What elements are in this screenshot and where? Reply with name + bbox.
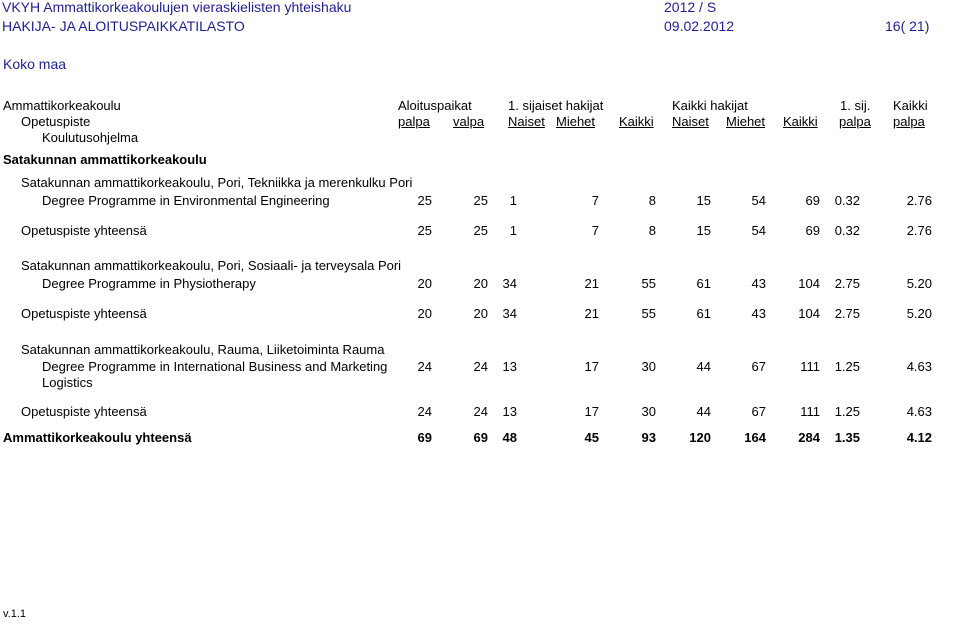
cell-sij-palpa: 2.75: [834, 276, 860, 291]
version-label: v.1.1: [3, 608, 27, 620]
cell-palpa: 20: [417, 306, 432, 321]
cell-kaikki-all: 104: [798, 306, 820, 321]
cell-valpa: 25: [473, 193, 488, 208]
col-kaikki: Kaikki: [893, 98, 928, 113]
cell-kaikki-palpa: 4.63: [906, 359, 932, 374]
unit-name: Satakunnan ammattikorkeakoulu, Pori, Sosiaali- ja terveysala Pori: [21, 258, 402, 273]
cell-kaikki: 8: [648, 193, 656, 208]
cell-naiset: 13: [502, 404, 517, 419]
col-miehet-1: Miehet: [556, 114, 596, 129]
cell-palpa: 20: [417, 276, 432, 291]
cell-miehet-all: 54: [751, 223, 766, 238]
col-kaikki-palpa: palpa: [893, 114, 925, 129]
col-kaikki-2: Kaikki: [783, 114, 818, 129]
cell-miehet-all: 67: [751, 404, 766, 419]
programme-name-cont: Logistics: [42, 375, 93, 390]
cell-kaikki-palpa: 4.12: [906, 430, 932, 445]
cell-naiset-all: 15: [696, 223, 711, 238]
cell-sij-palpa: 0.32: [834, 193, 860, 208]
page-number: 16( 21): [885, 18, 930, 34]
col-valpa: valpa: [453, 114, 485, 129]
cell-palpa: 24: [417, 404, 432, 419]
cell-kaikki: 93: [641, 430, 656, 445]
programme-name: Degree Programme in Environmental Engineering: [42, 193, 330, 208]
cell-sij-palpa: 1.35: [834, 430, 860, 445]
cell-kaikki: 55: [641, 276, 656, 291]
cell-naiset: 48: [502, 430, 517, 445]
cell-miehet: 21: [584, 306, 599, 321]
cell-kaikki-palpa: 4.63: [906, 404, 932, 419]
region-label: Koko maa: [3, 56, 67, 72]
col-kaikki-1: Kaikki: [619, 114, 654, 129]
cell-naiset-all: 15: [696, 193, 711, 208]
cell-miehet-all: 67: [751, 359, 766, 374]
cell-kaikki-palpa: 5.20: [906, 306, 932, 321]
cell-kaikki-palpa: 2.76: [906, 223, 932, 238]
cell-kaikki-all: 69: [805, 193, 820, 208]
cell-naiset: 34: [502, 306, 517, 321]
cell-kaikki: 30: [641, 404, 656, 419]
cell-miehet: 21: [584, 276, 599, 291]
programme-name: Degree Programme in International Business and Marketing: [42, 359, 388, 374]
school-name: Satakunnan ammattikorkeakoulu: [3, 152, 207, 167]
col-miehet-2: Miehet: [726, 114, 766, 129]
col-koulutusohjelma: Koulutusohjelma: [42, 130, 139, 145]
total-label: Ammattikorkeakoulu yhteensä: [3, 430, 192, 445]
col-sij: 1. sij.: [840, 98, 871, 113]
cell-valpa: 24: [473, 359, 488, 374]
subtotal-label: Opetuspiste yhteensä: [21, 306, 147, 321]
cell-naiset-all: 61: [696, 306, 711, 321]
col-palpa: palpa: [398, 114, 430, 129]
cell-naiset: 1: [509, 193, 517, 208]
col-sijaiset-hakijat: 1. sijaiset hakijat: [508, 98, 604, 113]
cell-naiset: 34: [502, 276, 517, 291]
report-subtitle: HAKIJA- JA ALOITUSPAIKKATILASTO: [2, 18, 245, 34]
cell-naiset-all: 120: [689, 430, 711, 445]
subtotal-label: Opetuspiste yhteensä: [21, 404, 147, 419]
col-amk: Ammattikorkeakoulu: [3, 98, 121, 113]
cell-palpa: 24: [417, 359, 432, 374]
cell-naiset: 1: [509, 223, 517, 238]
cell-sij-palpa: 2.75: [834, 306, 860, 321]
cell-kaikki: 30: [641, 359, 656, 374]
cell-sij-palpa: 1.25: [834, 359, 860, 374]
cell-palpa: 25: [417, 223, 432, 238]
col-sij-palpa: palpa: [839, 114, 871, 129]
unit-name: Satakunnan ammattikorkeakoulu, Pori, Tekniikka ja merenkulku Pori: [21, 175, 413, 190]
cell-kaikki-palpa: 2.76: [906, 193, 932, 208]
cell-miehet: 17: [584, 404, 599, 419]
cell-miehet: 7: [591, 193, 599, 208]
col-opetuspiste: Opetuspiste: [21, 114, 91, 129]
cell-naiset-all: 61: [696, 276, 711, 291]
cell-palpa: 25: [417, 193, 432, 208]
cell-sij-palpa: 0.32: [834, 223, 860, 238]
report-title: VKYH Ammattikorkeakoulujen vieraskielisten yhteishaku: [2, 0, 352, 15]
cell-miehet: 7: [591, 223, 599, 238]
cell-miehet-all: 43: [751, 276, 766, 291]
year-term: 2012 / S: [664, 0, 717, 15]
cell-naiset-all: 44: [696, 404, 711, 419]
cell-miehet: 45: [584, 430, 599, 445]
cell-sij-palpa: 1.25: [834, 404, 860, 419]
cell-miehet: 17: [584, 359, 599, 374]
cell-naiset-all: 44: [696, 359, 711, 374]
cell-valpa: 25: [473, 223, 488, 238]
cell-miehet-all: 43: [751, 306, 766, 321]
cell-kaikki: 8: [648, 223, 656, 238]
cell-valpa: 20: [473, 306, 488, 321]
cell-kaikki-all: 111: [800, 359, 820, 374]
cell-naiset: 13: [502, 359, 517, 374]
cell-valpa: 20: [473, 276, 488, 291]
col-naiset-2: Naiset: [672, 114, 709, 129]
col-kaikki-hakijat: Kaikki hakijat: [672, 98, 748, 113]
cell-kaikki-palpa: 5.20: [906, 276, 932, 291]
cell-valpa: 69: [473, 430, 488, 445]
cell-valpa: 24: [473, 404, 488, 419]
col-aloituspaikat: Aloituspaikat: [398, 98, 472, 113]
col-naiset-1: Naiset: [508, 114, 545, 129]
report-date: 09.02.2012: [664, 18, 735, 34]
cell-kaikki: 55: [641, 306, 656, 321]
programme-name: Degree Programme in Physiotherapy: [42, 276, 256, 291]
cell-kaikki-all: 111: [800, 404, 820, 419]
cell-miehet-all: 164: [744, 430, 766, 445]
cell-kaikki-all: 104: [798, 276, 820, 291]
cell-kaikki-all: 284: [798, 430, 820, 445]
unit-name: Satakunnan ammattikorkeakoulu, Rauma, Liiketoiminta Rauma: [21, 342, 385, 357]
cell-palpa: 69: [417, 430, 432, 445]
cell-kaikki-all: 69: [805, 223, 820, 238]
cell-miehet-all: 54: [751, 193, 766, 208]
subtotal-label: Opetuspiste yhteensä: [21, 223, 147, 238]
